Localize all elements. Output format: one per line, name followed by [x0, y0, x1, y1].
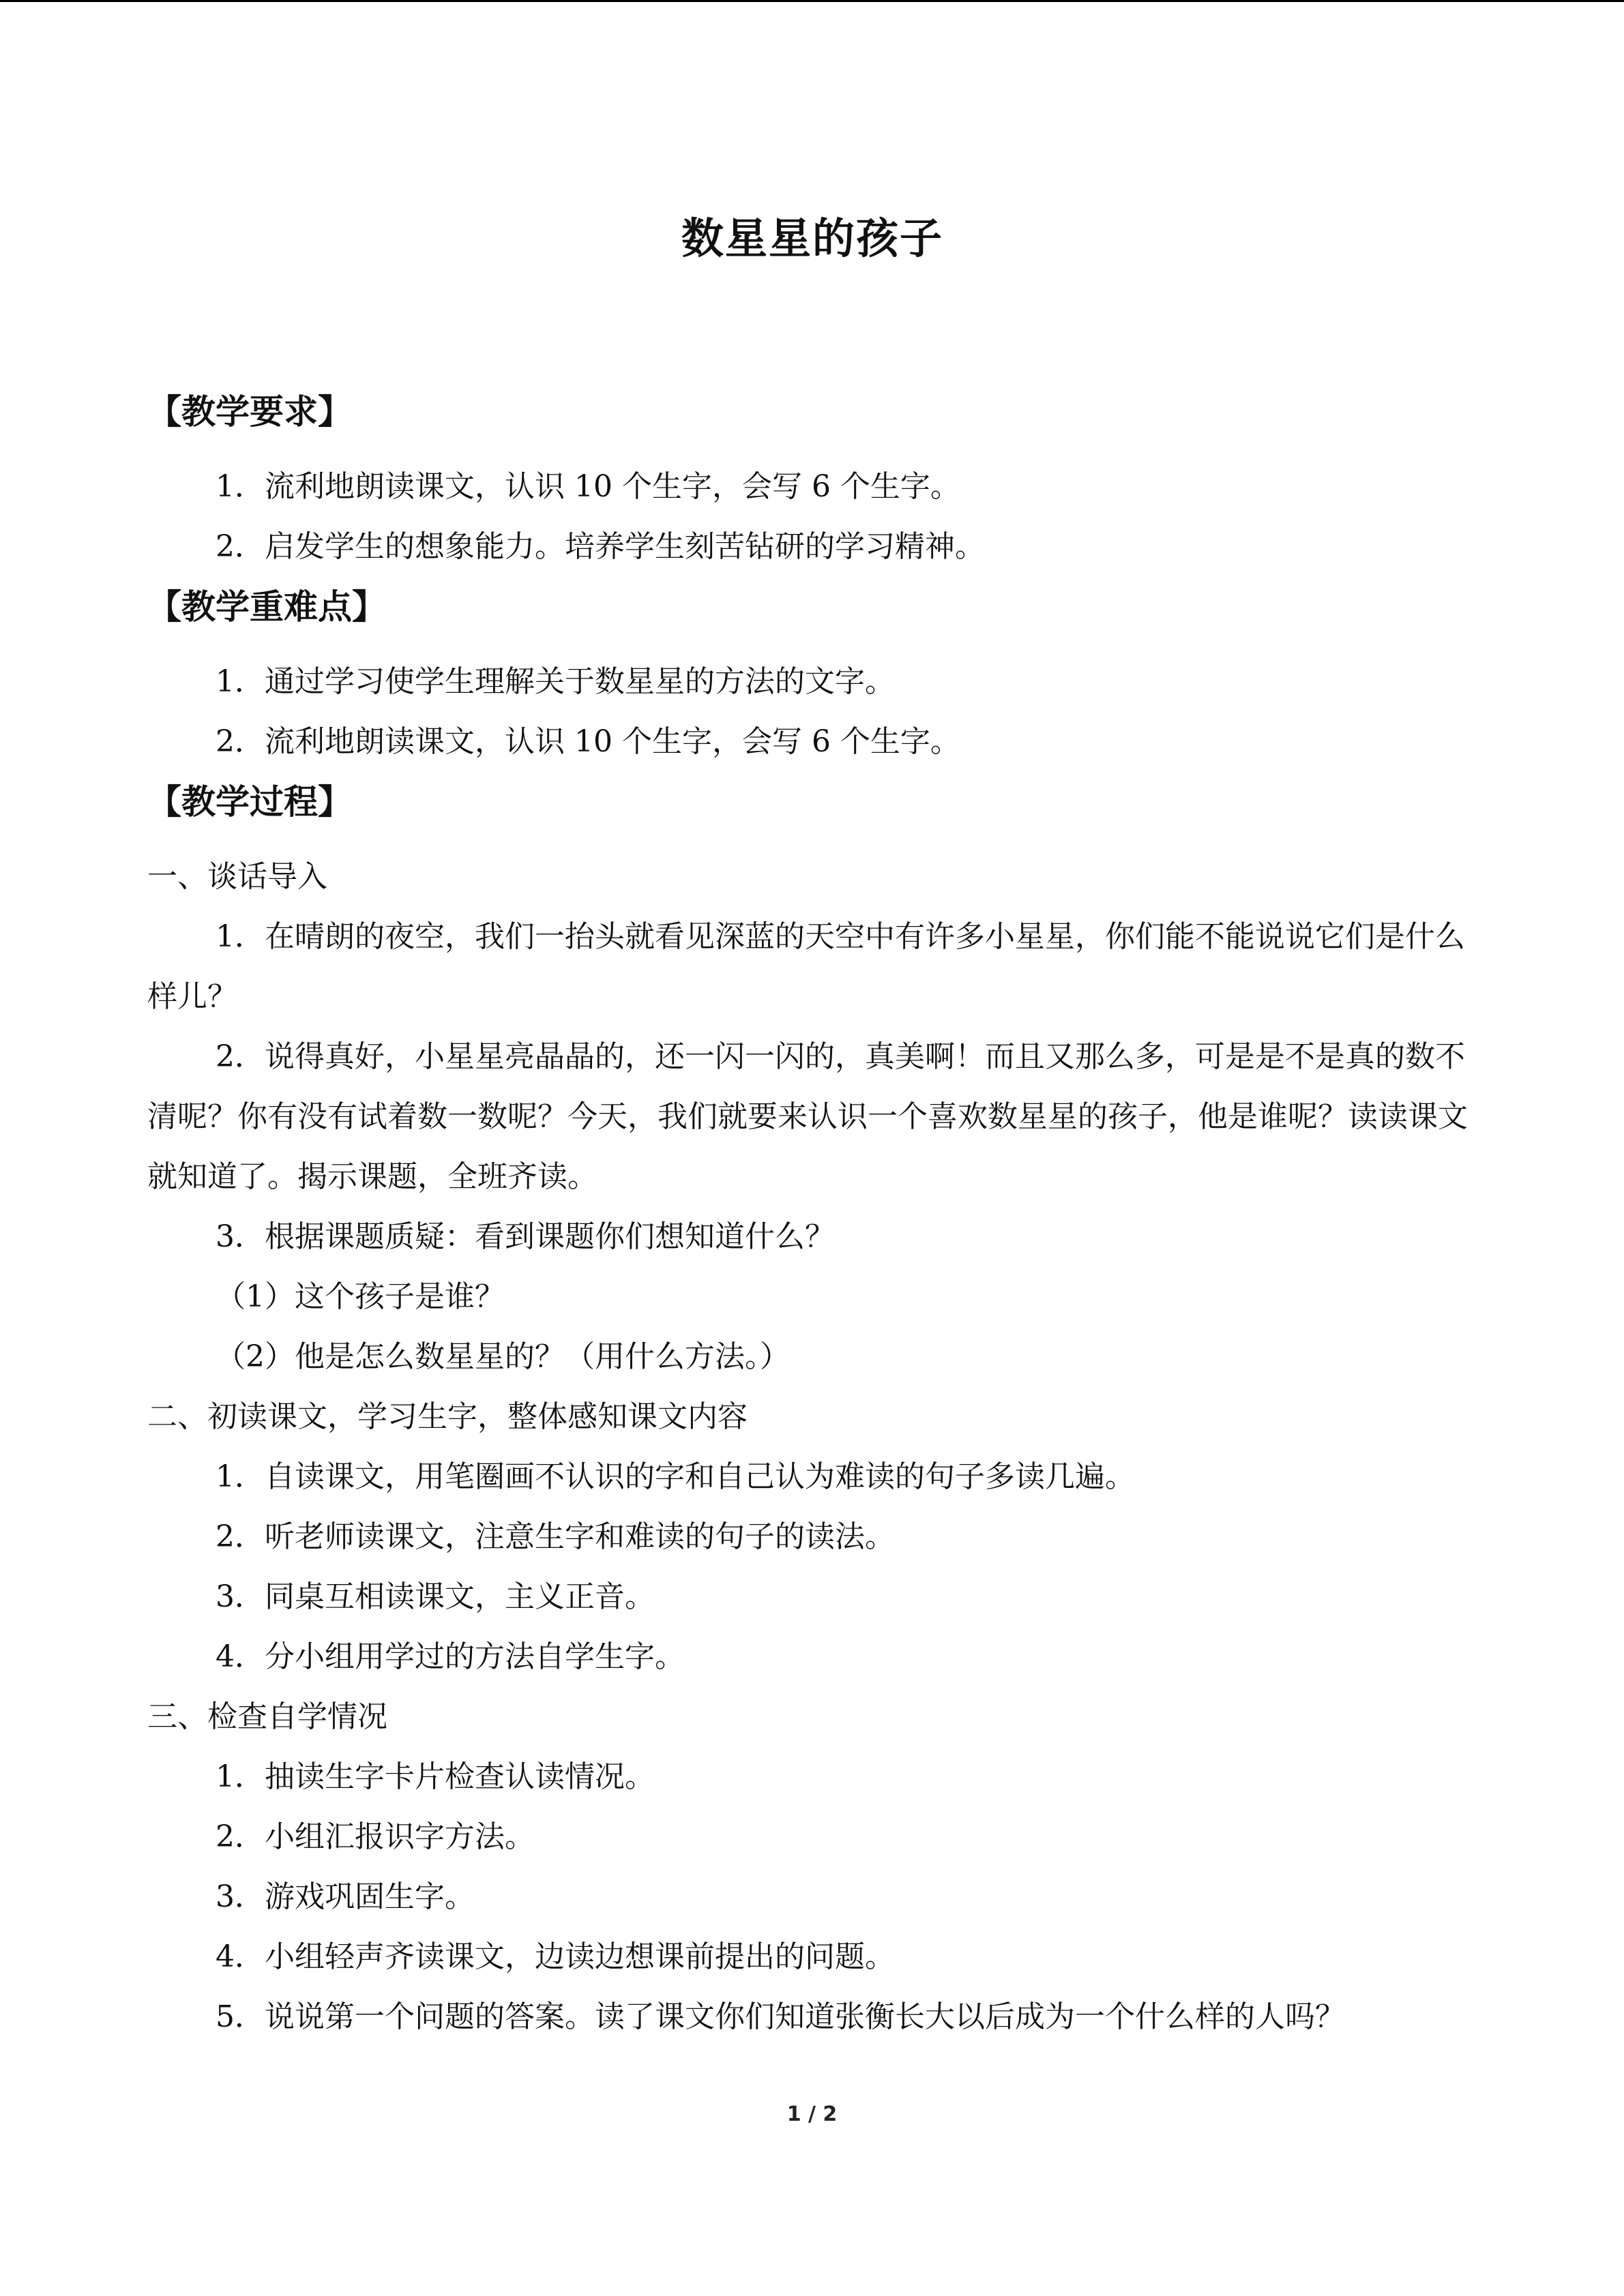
process-part-title: 二、初读课文，学习生字，整体感知课文内容 [147, 1399, 748, 1434]
process-step: 2．听老师读课文，注意生字和难读的句子的读法。 [216, 1519, 895, 1554]
process-step: 3．游戏巩固生字。 [216, 1879, 475, 1914]
process-step: 4．小组轻声齐读课文，边读边想课前提出的问题。 [216, 1939, 895, 1974]
process-step: 1．抽读生字卡片检查认读情况。 [216, 1759, 655, 1794]
process-step: 1．自读课文，用笔圈画不认识的字和自己认为难读的句子多读几遍。 [216, 1459, 1135, 1494]
key-point-item: 2．流利地朗读课文，认识 10 个生字，会写 6 个生字。 [216, 724, 960, 759]
document-title: 数星星的孩子 [681, 213, 943, 263]
process-step: 3．同桌互相读课文，主义正音。 [216, 1579, 655, 1614]
process-part-title: 一、谈话导入 [147, 859, 327, 894]
document-page [147, 0, 1477, 2296]
process-step: 3．根据课题质疑：看到课题你们想知道什么？ [216, 1219, 835, 1254]
process-question: （1）这个孩子是谁？ [216, 1279, 505, 1314]
process-part-title: 三、检查自学情况 [147, 1699, 387, 1734]
key-point-item: 1．通过学习使学生理解关于数星星的方法的文字。 [216, 664, 895, 699]
section-heading-key-points: 【教学重难点】 [147, 586, 386, 627]
page-number: 1 / 2 [786, 2102, 838, 2126]
section-heading-process: 【教学过程】 [147, 781, 352, 822]
process-question: （2）他是怎么数星星的？（用什么方法。） [216, 1339, 790, 1374]
document-body [147, 382, 1477, 2047]
requirement-item: 2．启发学生的想象能力。培养学生刻苦钻研的学习精神。 [216, 529, 985, 564]
process-step: 2．小组汇报识字方法。 [216, 1819, 535, 1854]
process-step: 5．说说第一个问题的答案。读了课文你们知道张衡长大以后成为一个什么样的人吗？ [216, 1999, 1345, 2034]
process-step: 4．分小组用学过的方法自学生字。 [216, 1639, 685, 1674]
process-paragraph: 1．在晴朗的夜空，我们一抬头就看见深蓝的天空中有许多小星星，你们能不能说说它们是什么样儿？ [147, 919, 1465, 1014]
section-heading-requirements: 【教学要求】 [147, 391, 352, 432]
process-paragraph: 2．说得真好，小星星亮晶晶的，还一闪一闪的，真美啊！而且又那么多，可是是不是真的数不清呢？你有没有试着数一数呢？今天，我们就要来认识一个喜欢数星星的孩子，他是谁呢？读读课文就知道了。揭示课题，全班齐读。 [147, 1039, 1468, 1194]
requirement-item: 1．流利地朗读课文，认识 10 个生字，会写 6 个生字。 [216, 469, 960, 504]
